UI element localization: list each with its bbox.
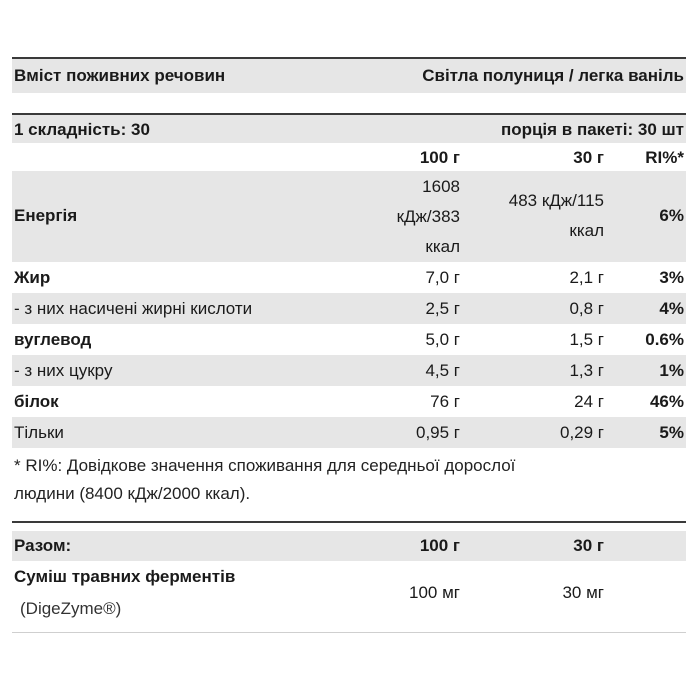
row-per30: 0,8 г — [569, 299, 604, 318]
enzyme-name: Суміш травних ферментів — [14, 567, 236, 586]
table-row — [12, 386, 686, 417]
row-per30: 1,5 г — [569, 330, 604, 349]
footnote: * RI%: Довідкове значення споживання для середньої дорослої людини (8400 кДж/2000 ккал). — [14, 456, 516, 503]
row-ri: 1% — [659, 361, 684, 380]
enzyme-per30: 30 мг — [562, 583, 604, 602]
header-row — [12, 59, 686, 93]
row-per30: 0,29 г — [559, 423, 604, 442]
row-ri: 0.6% — [645, 330, 684, 349]
row-per100: 0,95 г — [415, 423, 460, 442]
row-per100: 5,0 г — [425, 330, 460, 349]
col-per100: 100 г — [419, 148, 460, 167]
row-per100: 7,0 г — [425, 268, 460, 287]
energy-per30: 483 кДж/115 ккал — [508, 191, 604, 240]
energy-per100: 1608 кДж/383 ккал — [396, 177, 460, 256]
table-row — [12, 417, 686, 448]
serving-row — [12, 115, 686, 143]
row-ri: 5% — [659, 423, 684, 442]
extra-col-per30: 30 г — [573, 536, 604, 555]
row-label: - з них насичені жирні кислоти — [14, 299, 253, 318]
row-per100: 4,5 г — [425, 361, 460, 380]
flavor-label: Світла полуниця / легка ваніль — [422, 66, 684, 85]
row-ri: 4% — [659, 299, 684, 318]
extra-col-per100: 100 г — [419, 536, 460, 555]
extra-rule — [12, 521, 686, 523]
row-per100: 2,5 г — [425, 299, 460, 318]
enzyme-subname: (DigeZyme®) — [20, 599, 122, 618]
row-label: Тільки — [14, 423, 64, 442]
table-row — [12, 324, 686, 355]
table-title: Вміст поживних речовин — [14, 66, 226, 85]
row-label: вуглевод — [14, 330, 92, 349]
table-row — [12, 262, 686, 293]
table-row — [12, 355, 686, 386]
row-ri: 3% — [659, 268, 684, 287]
row-label: білок — [14, 392, 59, 411]
bottom-rule — [12, 632, 686, 633]
energy-ri: 6% — [659, 206, 684, 225]
row-per30: 1,3 г — [569, 361, 604, 380]
enzyme-row — [12, 561, 686, 625]
column-header-row — [12, 143, 686, 171]
row-per100: 76 г — [430, 392, 460, 411]
extra-header-row — [12, 531, 686, 561]
per-pack-label: порція в пакеті: 30 шт — [500, 120, 684, 139]
enzyme-per100: 100 мг — [409, 583, 460, 602]
energy-label: Енергія — [14, 206, 78, 225]
row-label: - з них цукру — [14, 361, 113, 380]
row-per30: 24 г — [574, 392, 604, 411]
row-ri: 46% — [649, 392, 684, 411]
row-per30: 2,1 г — [569, 268, 604, 287]
complexity-label: 1 складність: 30 — [14, 120, 150, 139]
table-row — [12, 293, 686, 324]
col-per30: 30 г — [573, 148, 604, 167]
energy-row — [12, 171, 686, 262]
total-label: Разом: — [14, 536, 72, 555]
col-ri: RI%* — [645, 148, 684, 167]
row-label: Жир — [14, 268, 51, 287]
